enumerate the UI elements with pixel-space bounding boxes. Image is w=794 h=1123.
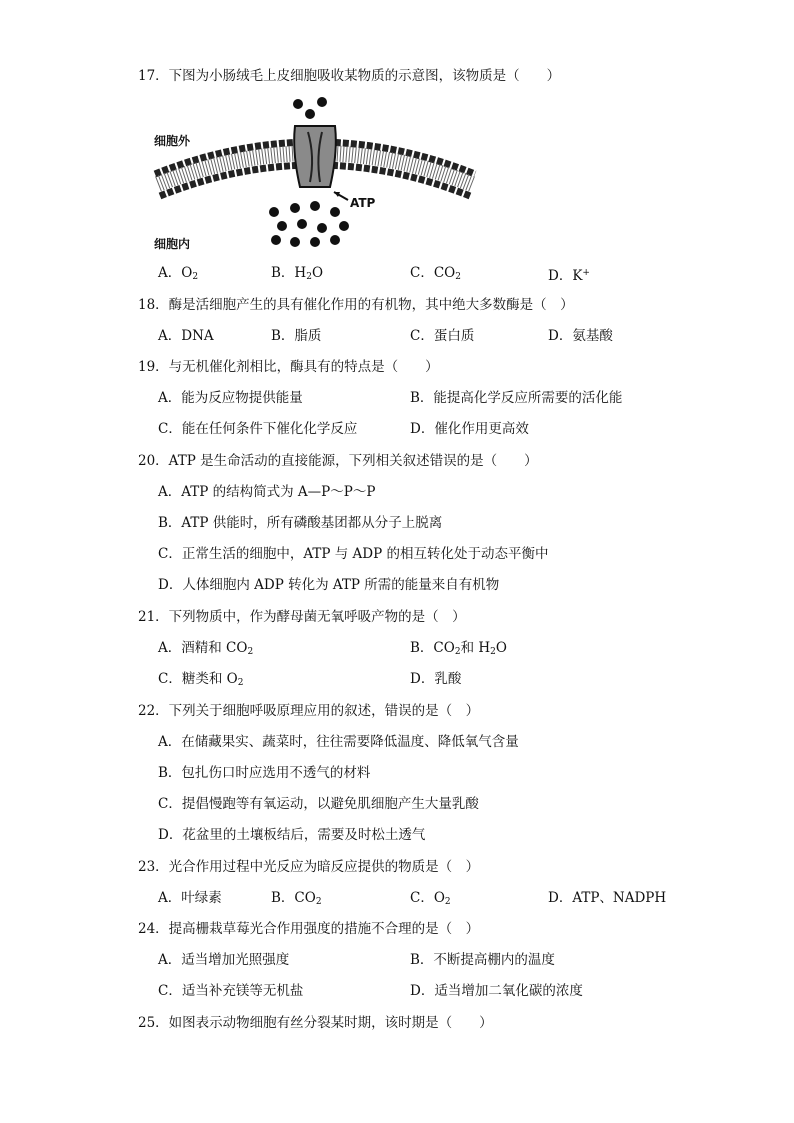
- q21-option-a[interactable]: A．酒精和 $CO_2$: [158, 640, 254, 657]
- q24-option-d[interactable]: D．适当增加二氧化碳的浓度: [410, 983, 583, 999]
- q17-option-b[interactable]: B．$H_2O$: [271, 265, 324, 282]
- question-24-stem: 24．提高栅栽草莓光合作用强度的措施不合理的是（ ）: [138, 921, 480, 937]
- q20-option-b[interactable]: B．ATP 供能时，所有磷酸基团都从分子上脱离: [158, 515, 443, 531]
- membrane-diagram: [150, 92, 480, 252]
- q22-option-b[interactable]: B．包扎伤口时应选用不透气的材料: [158, 765, 371, 781]
- q23-option-a[interactable]: A．叶绿素: [158, 890, 222, 906]
- q22-option-c[interactable]: C．提倡慢跑等有氧运动，以避免肌细胞产生大量乳酸: [158, 796, 479, 812]
- q17-option-a[interactable]: A．$O_2$: [158, 265, 199, 282]
- q20-option-a[interactable]: A．ATP 的结构简式为 A—P～P～P: [158, 484, 376, 500]
- q18-option-b[interactable]: B．脂质: [271, 328, 322, 344]
- outside-cell-label: 细胞外: [154, 134, 191, 148]
- q18-option-d[interactable]: D．氨基酸: [548, 328, 613, 344]
- q17-option-d[interactable]: D．K+: [548, 268, 590, 284]
- q23-option-b[interactable]: B．$CO_2$: [271, 890, 322, 907]
- question-18-stem: 18．酶是活细胞产生的具有催化作用的有机物，其中绝大多数酶是（ ）: [138, 297, 574, 313]
- question-22-stem: 22．下列关于细胞呼吸原理应用的叙述，错误的是（ ）: [138, 703, 480, 719]
- inside-molecules: [269, 201, 349, 247]
- q21-option-d[interactable]: D．乳酸: [410, 671, 462, 687]
- inside-cell-label: 细胞内: [154, 237, 191, 251]
- q19-option-c[interactable]: C．能在任何条件下催化化学反应: [158, 421, 358, 437]
- q22-option-d[interactable]: D．花盆里的土壤板结后，需要及时松土透气: [158, 827, 426, 843]
- q19-option-d[interactable]: D．催化作用更高效: [410, 421, 529, 437]
- q24-option-b[interactable]: B．不断提高棚内的温度: [410, 952, 555, 968]
- question-19-stem: 19．与无机催化剂相比，酶具有的特点是（ ）: [138, 359, 439, 375]
- q19-option-b[interactable]: B．能提高化学反应所需要的活化能: [410, 390, 623, 406]
- carrier-protein: [294, 126, 336, 187]
- question-23-stem: 23．光合作用过程中光反应为暗反应提供的物质是（ ）: [138, 859, 480, 875]
- q24-option-c[interactable]: C．适当补充镁等无机盐: [158, 983, 304, 999]
- q20-option-d[interactable]: D．人体细胞内 ADP 转化为 ATP 所需的能量来自有机物: [158, 577, 500, 593]
- outside-molecules: [293, 97, 327, 119]
- q20-option-c[interactable]: C．正常生活的细胞中，ATP 与 ADP 的相互转化处于动态平衡中: [158, 546, 549, 562]
- q18-option-c[interactable]: C．蛋白质: [410, 328, 475, 344]
- question-17-stem: 17．下图为小肠绒毛上皮细胞吸收某物质的示意图，该物质是（ ）: [138, 68, 561, 84]
- q17-option-c[interactable]: C．$CO_2$: [410, 265, 461, 282]
- q19-option-a[interactable]: A．能为反应物提供能量: [158, 390, 303, 406]
- membrane-transport-figure: [150, 92, 480, 252]
- q22-option-a[interactable]: A．在储藏果实、蔬菜时，往往需要降低温度、降低氧气含量: [158, 734, 519, 750]
- q21-option-b[interactable]: B．$CO_2$和 $H_2O$: [410, 640, 507, 657]
- question-25-stem: 25．如图表示动物细胞有丝分裂某时期，该时期是（ ）: [138, 1015, 493, 1031]
- atp-label: ATP: [350, 196, 376, 210]
- q18-option-a[interactable]: A．DNA: [158, 328, 214, 344]
- question-20-stem: 20．ATP 是生命活动的直接能源，下列相关叙述错误的是（ ）: [138, 453, 538, 469]
- q24-option-a[interactable]: A．适当增加光照强度: [158, 952, 290, 968]
- q23-option-d[interactable]: D．ATP、NADPH: [548, 890, 667, 906]
- q23-option-c[interactable]: C．$O_2$: [410, 890, 451, 907]
- q21-option-c[interactable]: C．糖类和 $O_2$: [158, 671, 244, 688]
- question-21-stem: 21．下列物质中，作为酵母菌无氧呼吸产物的是（ ）: [138, 609, 466, 625]
